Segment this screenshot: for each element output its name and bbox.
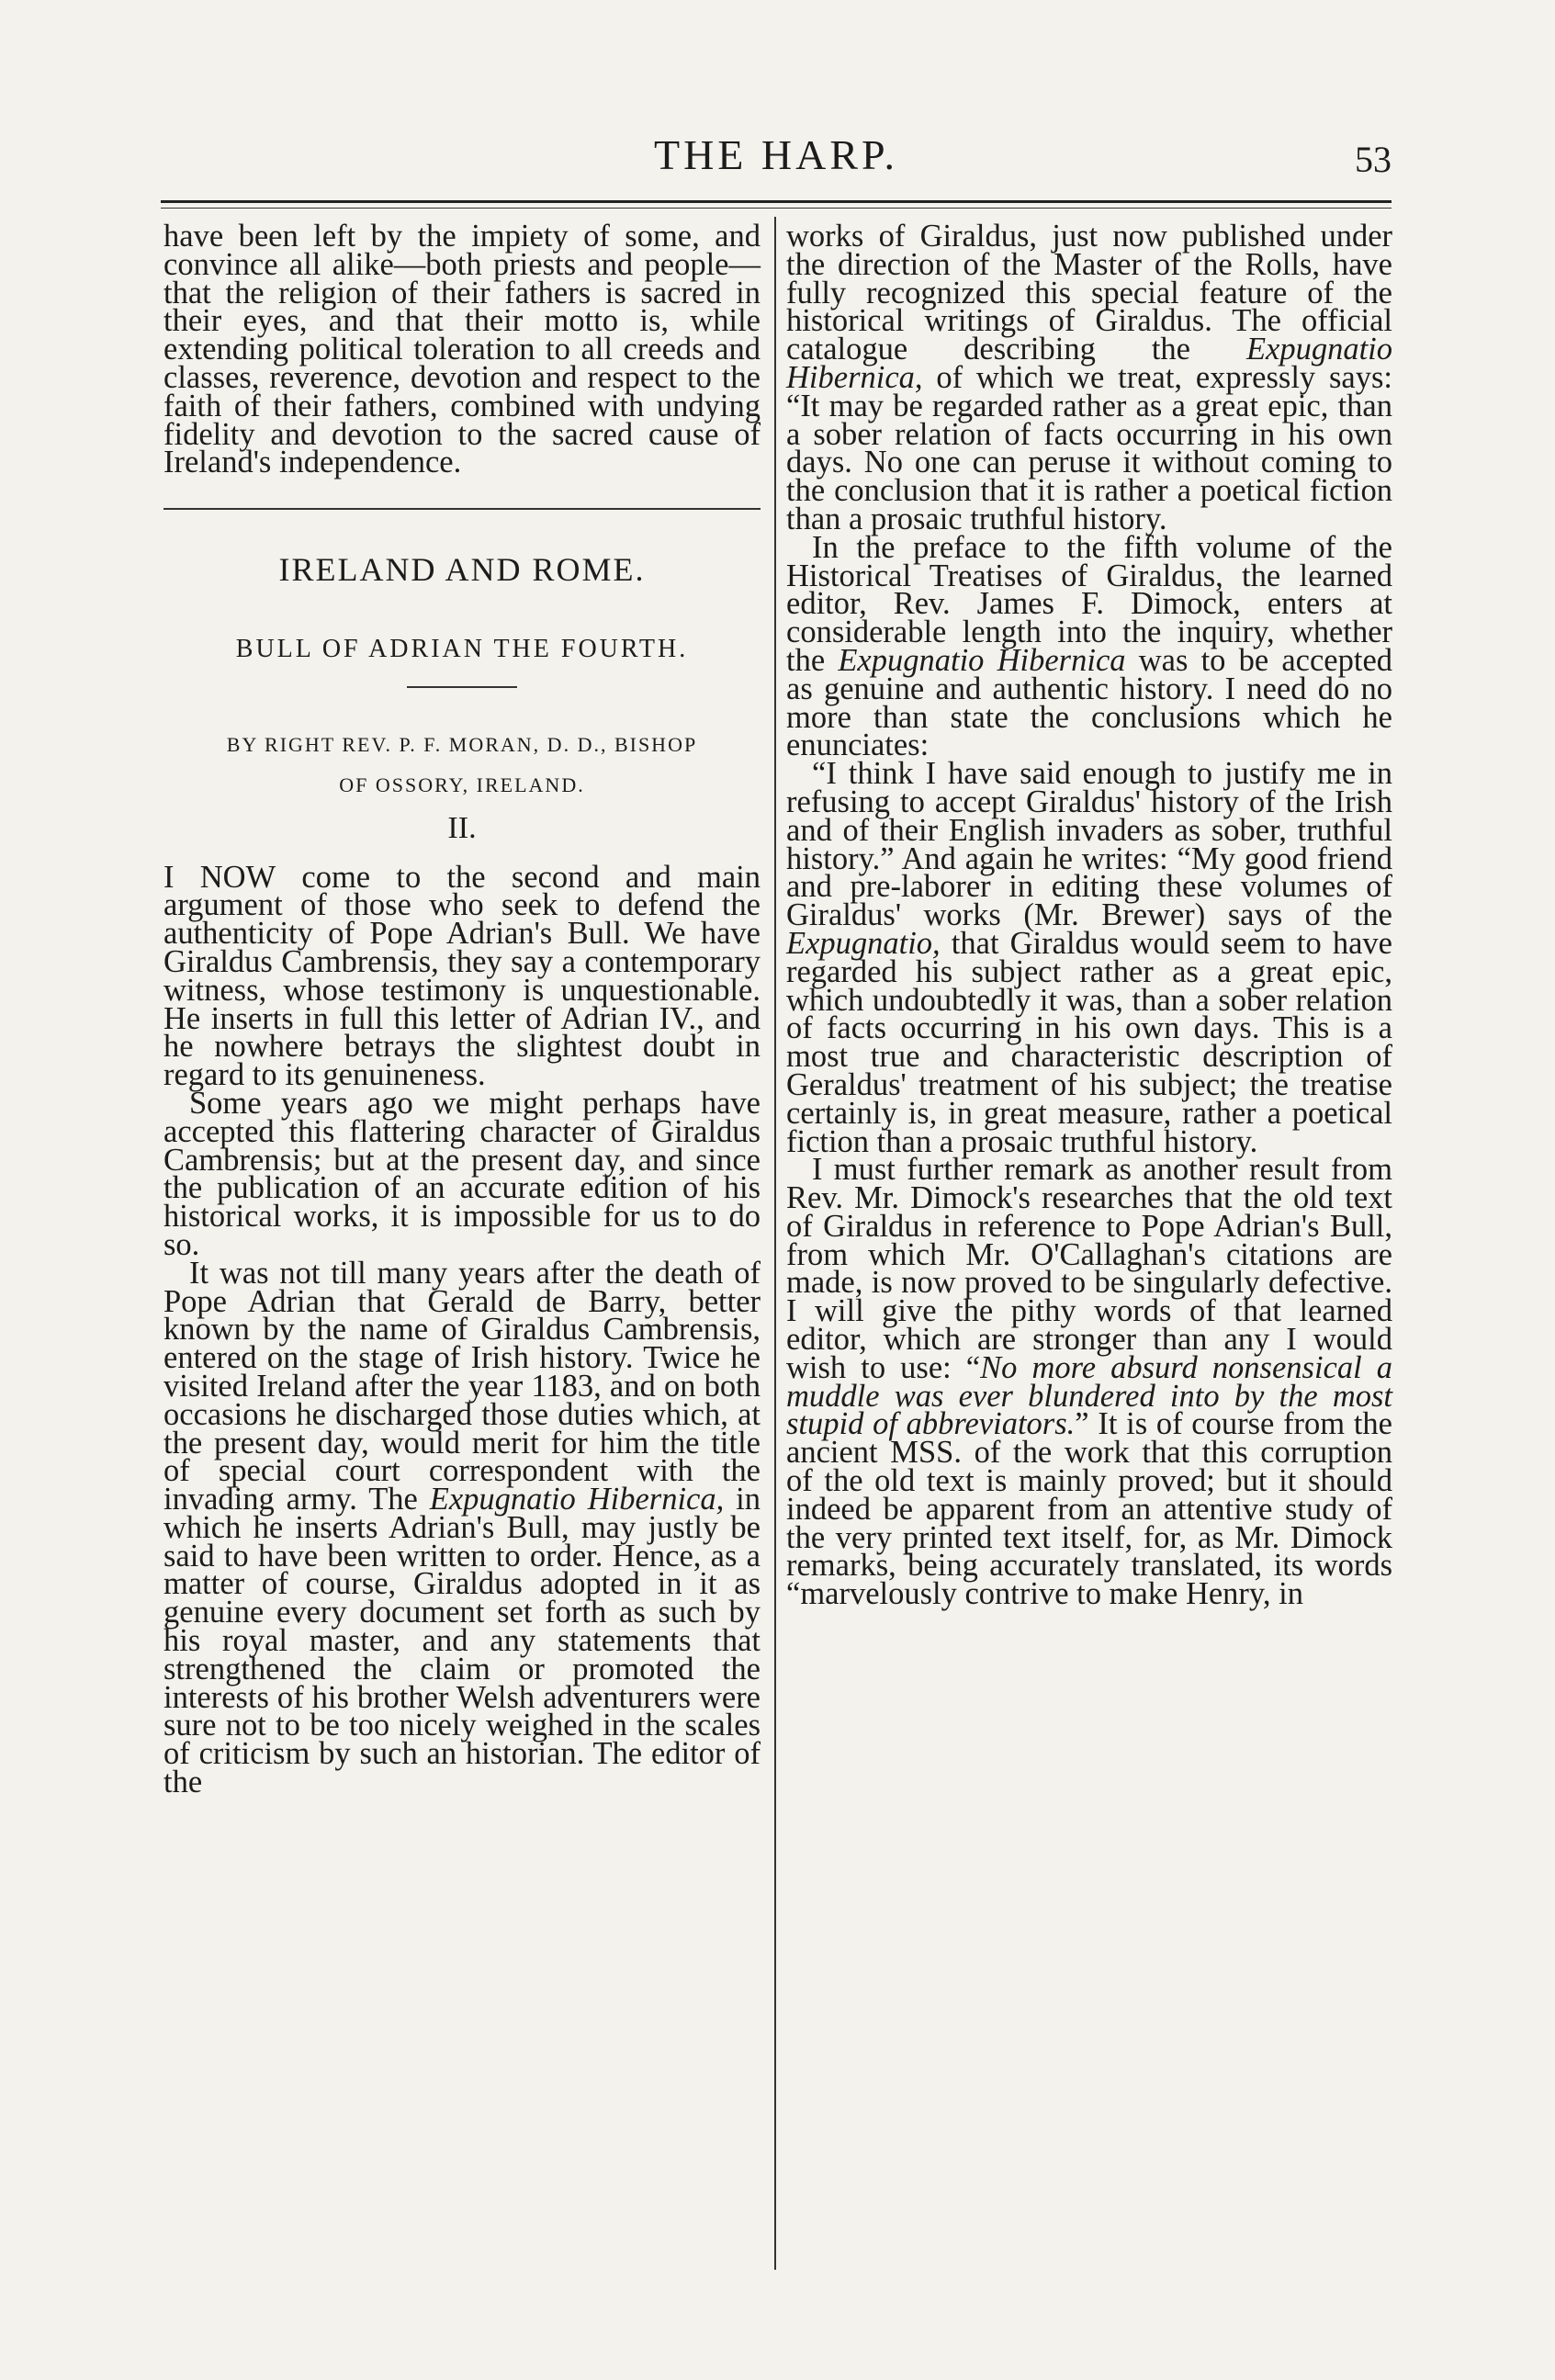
italic-title: Expugnatio Hibernica,: [429, 1482, 725, 1517]
byline-line-2: OF OSSORY, IRELAND.: [339, 773, 585, 796]
paragraph-text: come to the second and main argument of those who seek to defend the authenticity of Pope Adrian's Bull. We have Giraldus Cambrensis, they say a contemporary witness, whose testimony is unquestionable. He inserts in full this letter of Adrian IV., and he nowhere betrays the slightest doubt in regard to its genuineness.: [163, 859, 761, 1093]
running-title: THE HARP.: [653, 131, 899, 178]
article-title: IRELAND AND ROME.: [278, 551, 646, 589]
left-column: [163, 219, 761, 1800]
article-heading: [163, 551, 761, 845]
body-paragraph-5: [786, 529, 1393, 763]
body-paragraph-7: [786, 1152, 1392, 1612]
paragraph-text: was to be accepted as genuine and authentic history. I need do no more than state the conclusions which he enunciates:: [786, 642, 1393, 763]
right-column: [786, 219, 1393, 1612]
article-subtitle: BULL OF ADRIAN THE FOURTH.: [235, 634, 689, 663]
paragraph-text: It was not till many years after the death of Pope Adrian that Gerald de Barry, better known by the name of Giraldus Cambrensis, entered on the stage of Irish history. Twice he visited Ireland after the year 1183, and on both occasions he discharged those duties which, at the present day, would merit for him the title of special court correspondent with the invading army. The: [163, 1255, 761, 1517]
paragraph-text: ” It is of course from the ancient MSS. of the work that this corruption of the old text is mainly proved; but it should indeed be apparent from an attentive study of the very printed text itself, for, as Mr. Dimock remarks, being accurately translated, its words “marvelously contrive to make Henry, in: [786, 1406, 1392, 1612]
subtitle-rule: [407, 686, 517, 688]
body-paragraph-1: [163, 859, 761, 1093]
italic-quote: No more absurd nonsensical a muddle was ever blundered into by the most stupid of abbreviators.: [786, 1349, 1392, 1442]
paragraph-text: “I think I have said enough to justify me in refusing to accept Giraldus' history of the Irish and of their English invaders as sober, truthful history.” And again he writes: “My good friend and pre-laborer in editing these volumes of Giraldus' works (Mr. Brewer) says of the: [786, 756, 1392, 933]
italic-title: Expugnatio Hibernica,: [786, 332, 1392, 395]
intro-paragraph: have been left by the impiety of some, and convince all alike—both priests and people—that the religion of their fathers is sacred in their eyes, and that their motto is, while extending political toleration to all creeds and classes, reverence, devotion and respect to the faith of their fathers, combined with undying fidelity and devotion to the sacred cause of Ireland's independence.: [163, 219, 761, 480]
body-paragraph-4: [786, 219, 1392, 536]
paragraph-lead: I NOW: [163, 859, 276, 895]
header-rule: [161, 200, 1392, 203]
part-number: II.: [447, 810, 477, 845]
paragraph-text: In the preface to the fifth volume of the Historical Treatises of Giraldus, the learned editor, Rev. James F. Dimock, enters at considerable length into the inquiry, whether the: [786, 529, 1392, 678]
body-paragraph-2: Some years ago we might perhaps have accepted this flattering character of Giraldus Cambrensis; but at the present day, and since the publication of an accurate edition of his historical works, it is impossible for us to do so.: [163, 1085, 761, 1262]
byline-line-1: BY RIGHT REV. P. F. MORAN, D. D., BISHOP: [226, 732, 698, 756]
body-paragraph-3: [163, 1255, 761, 1800]
paragraph-text: works of Giraldus, just now published under the direction of the Master of the Rolls, have fully recognized this special feature of the historical writings of Giraldus. The official catalogue describing the: [786, 219, 1392, 367]
page-header: [161, 130, 1392, 195]
section-divider: [163, 508, 761, 510]
paragraph-text: I must further remark as another result from Rev. Mr. Dimock's researches that the old text of Giraldus in reference to Pope Adrian's Bull, from which Mr. O'Callaghan's citations are made, is now proved to be singularly defective. I will give the pithy words of that learned editor, which are stronger than any I would wish to use: “: [786, 1152, 1392, 1385]
body-paragraph-6: [786, 756, 1392, 1159]
page-number: 53: [1355, 139, 1392, 180]
paragraph-text: in which he inserts Adrian's Bull, may justly be said to have been written to order. Hence, as a matter of course, Giraldus adopted in it as genuine every document set forth as such by his royal master, and any statements that strengthened the claim or promoted the interests of his brother Welsh adventurers were sure not to be too nicely weighed in the scales of criticism by such an historian. The editor of the: [163, 1482, 761, 1800]
header-rule-thin: [161, 208, 1392, 209]
paragraph-text: that Giraldus would seem to have regarded his subject rather as a great epic, which undoubtedly it was, than a sober relation of facts occurring in his own days. This is a most true and characteristic description of Geraldus' treatment of his subject; the treatise certainly is, in great measure, rather a poetical fiction than a prosaic truthful history.: [786, 925, 1392, 1159]
paragraph-text: of which we treat, expressly says: “It may be regarded rather as a great epic, than a sober relation of facts occurring in his own days. No one can peruse it without coming to the conclusion that it is rather a poetical fiction than a prosaic truthful history.: [786, 359, 1392, 536]
italic-title: Expugnatio Hibernica: [838, 642, 1126, 678]
italic-title: Expugnatio,: [786, 925, 941, 961]
byline: [163, 725, 761, 806]
column-divider: [774, 217, 776, 2270]
